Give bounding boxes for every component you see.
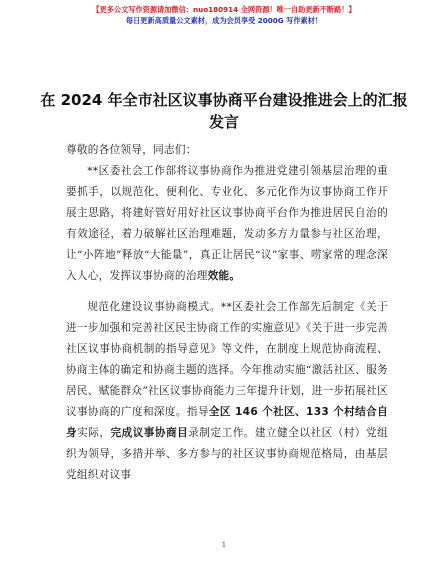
paragraph-1: [66, 161, 388, 287]
paragraph-2-strong-b: 全区 146 个社区、133 个村结合自身: [66, 406, 389, 439]
paragraph-2-text-a: 规范化建设议事协商模式。**区委社会工作部先后制定《关于进一步加强和完善社区民主协商工作的实施意见》《关于进一步完善社区议事协商机制的指导意见》等文件，在制度上规范协商流程、协商主体的确定和协商主题的选择。今年推动实施“激活社区、服务居民、赋能群众”社区议事协商能力三年提升计划，进一步拓展社区议事协商的广度和深度。指导: [66, 301, 388, 418]
paragraph-2-strong-d: 完成议事协商目: [110, 427, 189, 439]
promo-banner-line-2: 每日更新高质量公文素材，成为会员享受 2000G 写作素材！: [125, 16, 323, 25]
paragraph-1-end: 效能。: [207, 270, 241, 282]
page-number: 1: [221, 541, 227, 549]
paragraph-2: [66, 297, 388, 486]
paragraph-2-text-e: 录制定工作。建立健全以社区（村）党组织为领导，多措并举、多方参与的社区议事协商规范格局，由基层党组织对议事: [66, 427, 389, 481]
paragraph-1-text: **区委社会工作部将议事协商作为推进党建引领基层治理的重要抓手，以规范化、便利化、专业化、多元化作为议事协商工作开展主思路，将建好管好用好社区议事协商平台作为推进居民自治的有效途径，着力破解社区治理难题，发动多方力量参与社区治理，让“小阵地”释放“大能量”，真正让居民“议”家事、唠家常的理念深入人心，发挥议事协商的治理: [66, 165, 388, 282]
paragraph-2-text-c: 实际，: [77, 427, 111, 439]
promo-banner-line-1: 【更多公文写作资源请加微信：nuo180914 全网资源！唯一自助更新不断路！】: [92, 5, 356, 14]
document-body: [66, 140, 388, 486]
document-title: 在 2024 年全市社区议事协商平台建设推进会上的汇报发言: [40, 91, 408, 131]
salutation: 尊敬的各位领导，同志们：: [66, 144, 197, 156]
promo-banner: [0, 4, 448, 26]
